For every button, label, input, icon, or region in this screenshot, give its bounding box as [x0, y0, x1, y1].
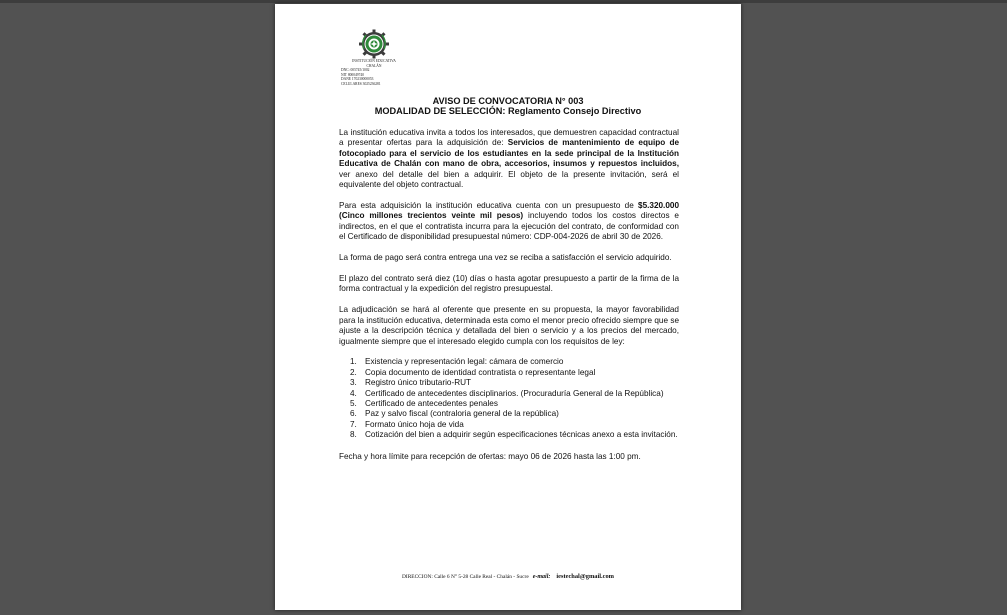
requirement-item [339, 389, 679, 399]
requirement-text: Copia documento de identidad contratista o representante legal [365, 367, 596, 377]
requirement-item [339, 399, 679, 409]
requirement-number: 5. [350, 399, 357, 409]
requirement-number: 6. [350, 409, 357, 419]
bold-span: $5.320.000 (Cinco millones trecientos veinte mil pesos) [339, 200, 679, 221]
requirement-number: 7. [350, 419, 357, 429]
text-span: Para esta adquisición la institución educativa cuenta con un presupuesto de [339, 200, 639, 210]
paragraph-deadline: Fecha y hora límite para recepción de ofertas: mayo 06 de 2026 hasta las 1:00 pm. [339, 451, 641, 461]
subtitle-label: MODALIDAD DE SELECCIÓN: [374, 106, 506, 116]
requirement-text: Registro único tributario-RUT [365, 378, 472, 388]
paragraph-payment: La forma de pago será contra entrega una vez se reciba a satisfacción el servicio adquirido. [339, 253, 672, 263]
requirement-text: Cotización del bien a adquirir según especificaciones técnicas anexo a esta invitación. [365, 430, 678, 440]
requirement-number: 3. [350, 378, 357, 388]
logo-text-line: CELULARES 3025236281 [341, 81, 381, 86]
requirements-list [339, 357, 679, 440]
text-span: incluyendo todos los costos directos e indirectos, en el que el contratista incurra para la ejecución del contrato, de conformidad con el Certificado de disponibilidad presupuestal número: CDP-004-2026 de abril 30 de 2026. [339, 211, 679, 242]
requirement-item [339, 430, 679, 440]
footer-email: iestechal@gmail.com [556, 573, 614, 580]
footer-address: DIRECCION: Calle 6 N° 5-28 Calle Real - Chalán - Sucre [402, 574, 529, 580]
document-page [275, 4, 741, 610]
bold-span: Servicios de mantenimiento de equipo de fotocopiado para el servicio de los estudiantes en la sede principal de la Institución Educativa de Chalán con mano de obra, accesorios, insumos y repuestos incluidos, [339, 138, 680, 169]
logo-text-line: DNC: 005745/1002 [341, 68, 370, 73]
logo-text-line: CHALÁN [366, 63, 382, 68]
requirement-item [339, 378, 679, 388]
school-seal-icon [357, 29, 391, 59]
school-logo [339, 29, 409, 87]
requirement-number: 4. [350, 388, 357, 398]
logo-text-line: INSTITUCIÓN EDUCATIVA [352, 59, 396, 63]
requirement-number: 2. [350, 367, 357, 377]
requirement-item [339, 409, 679, 419]
document-body [339, 128, 679, 473]
requirement-item [339, 368, 679, 378]
requirement-text: Existencia y representación legal: cámara de comercio [365, 357, 564, 367]
paragraph-object [339, 128, 679, 190]
requirement-text: Certificado de antecedentes disciplinarios. (Procuraduría General de la República) [365, 388, 664, 398]
requirement-text: Certificado de antecedentes penales [365, 399, 498, 409]
requirement-text: Paz y salvo fiscal (contraloria general de la república) [365, 409, 559, 419]
logo-text-line: DANE 170230000053 [341, 77, 374, 82]
logo-text-line: NIT 800049740 [341, 72, 364, 77]
footer-email-label: e-mail: [532, 574, 551, 580]
paragraph-budget [339, 201, 679, 243]
requirement-number: 1. [350, 357, 357, 367]
document-subtitle [275, 106, 741, 116]
subtitle-value: Reglamento Consejo Directivo [505, 106, 642, 116]
viewer-toolbar-strip [0, 0, 1007, 3]
paragraph-adjudication: La adjudicación se hará al oferente que presente en su propuesta, la mayor favorabilidad para la institución educativa, determinada esta como el menor precio ofrecido siempre que se ajuste a la descripción técnica y detallada del bien o servicio y a los precios del mercado, igualmente siempre que el interesado elegido cumpla con los requisitos de ley: [339, 305, 679, 346]
requirement-text: Formato único hoja de vida [365, 419, 464, 429]
text-span: La institución educativa invita a todos los interesados, que demuestren capacidad contractual a presentar ofertas para la adquisición de: [339, 128, 679, 148]
document-footer [275, 573, 741, 580]
document-title: AVISO DE CONVOCATORIA N° 003 [432, 96, 584, 106]
document-title-block [275, 96, 741, 116]
requirement-number: 8. [350, 430, 357, 440]
requirement-item [339, 420, 679, 430]
requirement-item [339, 357, 679, 367]
paragraph-term: El plazo del contrato será diez (10) días o hasta agotar presupuesto a partir de la firma de la forma contractual y la expedición del registro presupuestal. [339, 273, 679, 294]
text-span: ver anexo del detalle del bien a adquirir. El objeto de la presente invitación, será el equivalente del objeto contractual. [339, 169, 679, 190]
